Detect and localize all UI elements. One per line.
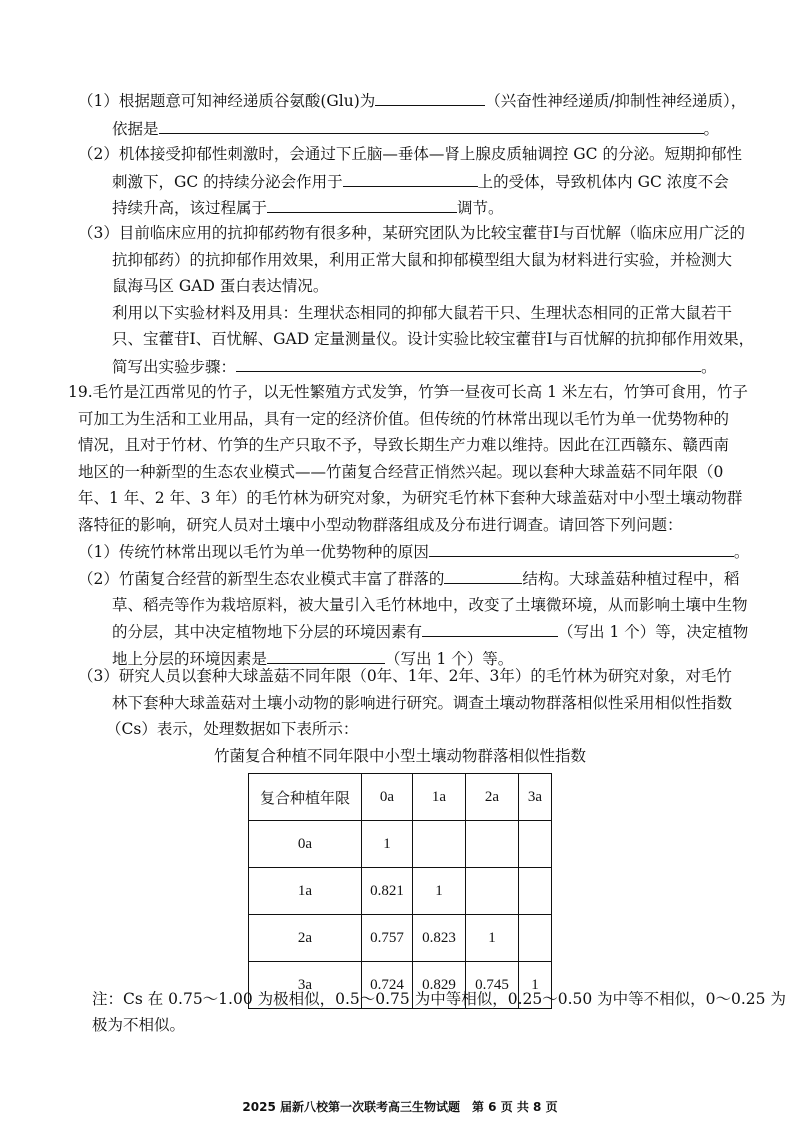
q19-part3-line2: 林下套种大球盖菇对土壤小动物的影响进行研究。调查土壤动物群落相似性采用相似性指数	[112, 694, 733, 712]
table-row	[249, 821, 552, 868]
q18-part1-line1: （1）根据题意可知神经递质谷氨酸(Glu)为 （兴奋性神经递质/抑制性神经递质），	[78, 89, 746, 112]
table-cell: 0.757	[362, 915, 413, 962]
q18-part3-line2: 抗抑郁药）的抗抑郁作用效果，利用正常大鼠和抑郁模型组大鼠为材料进行实验，并检测大	[112, 251, 733, 269]
table-cell	[519, 821, 552, 868]
q18-part3-line4: 利用以下实验材料及用具：生理状态相同的抑郁大鼠若干只、生理状态相同的正常大鼠若干	[112, 304, 733, 322]
note-line1: 注：Cs 在 0.75～1.00 为极相似，0.5～0.75 为中等相似，0.25～0.50 为中等不相似，0～0.25 为	[92, 990, 786, 1008]
table-cell	[413, 821, 466, 868]
table-cell: 0.821	[362, 868, 413, 915]
q18-part2-line1: （2）机体接受抑郁性刺激时，会通过下丘脑—垂体—肾上腺皮质轴调控 GC 的分泌。短期抑郁性	[78, 145, 742, 163]
q19-part1-number: （1）	[78, 543, 119, 561]
q18-part2-number: （2）	[78, 145, 119, 163]
answer-blank-receptor-location[interactable]	[343, 170, 478, 187]
column-header-0a: 0a	[362, 774, 413, 821]
table-row	[249, 915, 552, 962]
table-cell: 1	[413, 868, 466, 915]
q19-intro-line6: 落特征的影响，研究人员对土壤中小型动物群落组成及分布进行调查。请回答下列问题：	[78, 516, 683, 534]
q18-part3-line6: 简写出实验步骤： 。	[112, 355, 717, 378]
table-header-row	[249, 774, 552, 821]
table-cell: 0.829	[413, 962, 466, 1009]
table-corner-header: 复合种植年限	[249, 774, 362, 821]
q18-part1-number: （1）	[78, 92, 119, 110]
table-row	[249, 868, 552, 915]
answer-blank-community-structure[interactable]	[444, 567, 522, 584]
column-header-2a: 2a	[466, 774, 519, 821]
table-cell	[466, 868, 519, 915]
q19-part1: （1）传统竹林常出现以毛竹为单一优势物种的原因 。	[78, 540, 749, 563]
row-label: 2a	[249, 915, 362, 962]
table-cell	[519, 868, 552, 915]
q19-intro-line5: 年、1 年、2 年、3 年）的毛竹林为研究对象，为研究毛竹林下套种大球盖菇对中小型土壤动物群	[78, 489, 743, 507]
q18-part2-line3: 持续升高，该过程属于 调节。	[112, 196, 504, 219]
table-cell	[519, 915, 552, 962]
q19-intro-line4: 地区的一种新型的生态农业模式——竹菌复合经营正悄然兴起。现以套种大球盖菇不同年限（0	[78, 463, 724, 481]
table-cell: 1	[519, 962, 552, 1009]
q19-part3-number: （3）	[78, 667, 119, 685]
table-cell: 0.745	[466, 962, 519, 1009]
q18-part3-number: （3）	[78, 224, 119, 242]
q19-part3-line1: （3）研究人员以套种大球盖菇不同年限（0年、1年、2年、3年）的毛竹林为研究对象，对毛竹	[78, 667, 732, 685]
table-caption: 竹菌复合种植不同年限中小型土壤动物群落相似性指数	[213, 747, 586, 765]
q19-part2-line4: 地上分层的环境因素是 （写出 1 个）等。	[112, 647, 513, 670]
q19-intro-line1: 19.毛竹是江西常见的竹子，以无性繁殖方式发笋，竹笋一昼夜可长高 1 米左右，竹笋可食用，竹子	[68, 383, 748, 401]
note-line2: 极为不相似。	[92, 1016, 186, 1034]
q19-part2-line3: 的分层，其中决定植物地下分层的环境因素有 （写出 1 个）等，决定植物	[112, 620, 748, 643]
table-cell	[466, 821, 519, 868]
answer-blank-glu-type[interactable]	[375, 89, 485, 106]
answer-blank-underground-factor[interactable]	[422, 620, 558, 637]
answer-blank-regulation-type[interactable]	[267, 196, 457, 213]
q18-part1-line2: 依据是 。	[112, 117, 719, 140]
q19-part2-number: （2）	[78, 570, 119, 588]
table-cell: 0.823	[413, 915, 466, 962]
q19-part3-line3: （Cs）表示，处理数据如下表所示：	[106, 720, 359, 738]
similarity-table	[248, 773, 552, 1009]
answer-blank-single-species-reason[interactable]	[429, 540, 734, 557]
answer-blank-basis[interactable]	[159, 117, 704, 134]
table-cell: 0.724	[362, 962, 413, 1009]
answer-blank-aboveground-factor[interactable]	[267, 647, 385, 664]
table-cell: 1	[362, 821, 413, 868]
q18-part2-line2: 刺激下，GC 的持续分泌会作用于 上的受体，导致机体内 GC 浓度不会	[112, 170, 729, 193]
q19-part2-line1: （2）竹菌复合经营的新型生态农业模式丰富了群落的 结构。大球盖菇种植过程中，稻	[78, 567, 739, 590]
table-cell: 1	[466, 915, 519, 962]
q18-part3-line5: 只、宝藿苷Ⅰ、百忧解、GAD 定量测量仪。设计实验比较宝藿苷Ⅰ与百忧解的抗抑郁作用效果，	[112, 330, 755, 348]
q19-part2-line2: 草、稻壳等作为栽培原料，被大量引入毛竹林地中，改变了土壤微环境，从而影响土壤中生物	[112, 596, 748, 614]
row-label: 1a	[249, 868, 362, 915]
q19-intro-line2: 可加工为生活和工业用品，具有一定的经济价值。但传统的竹林常出现以毛竹为单一优势物种的	[78, 410, 730, 428]
answer-blank-experiment-steps[interactable]	[236, 355, 701, 372]
column-header-1a: 1a	[413, 774, 466, 821]
page-footer: 2025 届新八校第一次联考高三生物试题 第 6 页 共 8 页	[242, 1100, 558, 1114]
column-header-3a: 3a	[519, 774, 552, 821]
row-label: 3a	[249, 962, 362, 1009]
q18-part3-line3: 鼠海马区 GAD 蛋白表达情况。	[112, 277, 329, 295]
q18-part3-line1: （3）目前临床应用的抗抑郁药物有很多种，某研究团队为比较宝藿苷Ⅰ与百忧解（临床应用广泛的	[78, 224, 746, 242]
row-label: 0a	[249, 821, 362, 868]
q19-intro-line3: 情况，且对于竹材、竹笋的生产只取不予，导致长期生产力难以维持。因此在江西赣东、赣西南	[78, 436, 730, 454]
